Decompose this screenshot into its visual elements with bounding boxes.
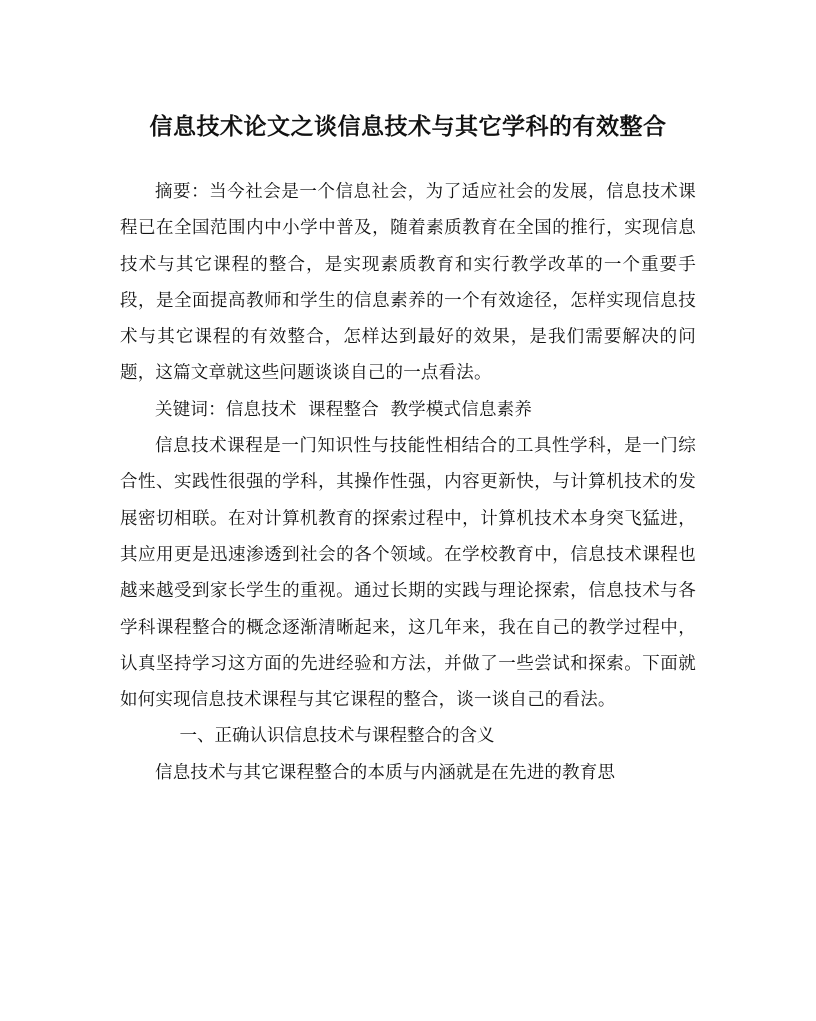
abstract-paragraph: 摘要：当今社会是一个信息社会，为了适应社会的发展，信息技术课程已在全国范围内中小学中普及，随着素质教育在全国的推行，实现信息技术与其它课程的整合，是实现素质教育和实行教学改革的一个重要手段，是全面提高教师和学生的信息素养的一个有效途径，怎样实现信息技术与其它课程的有效整合，怎样达到最好的效果，是我们需要解决的问题，这篇文章就这些问题谈谈自己的一点看法。 bbox=[120, 182, 696, 384]
document-body bbox=[120, 174, 696, 791]
section-heading: 一、正确认识信息技术与课程整合的含义 bbox=[179, 726, 495, 747]
section-paragraph: 信息技术与其它课程整合的本质与内涵就是在先进的教育思 bbox=[155, 762, 616, 783]
keywords-line: 关键词：信息技术 课程整合 教学模式信息素养 bbox=[155, 399, 533, 420]
intro-paragraph: 信息技术课程是一门知识性与技能性相结合的工具性学科，是一门综合性、实践性很强的学科，其操作性强，内容更新快，与计算机技术的发展密切相联。在对计算机教育的探索过程中，计算机技术本身突飞猛进，其应用更是迅速渗透到社会的各个领域。在学校教育中，信息技术课程也越来越受到家长学生的重视。通过长期的实践与理论探索，信息技术与各学科课程整合的概念逐渐清晰起来，这几年来，我在自己的教学过程中，认真坚持学习这方面的先进经验和方法，并做了一些尝试和探索。下面就如何实现信息技术课程与其它课程的整合，谈一谈自己的看法。 bbox=[120, 436, 696, 711]
document-title: 信息技术论文之谈信息技术与其它学科的有效整合 bbox=[149, 113, 667, 140]
